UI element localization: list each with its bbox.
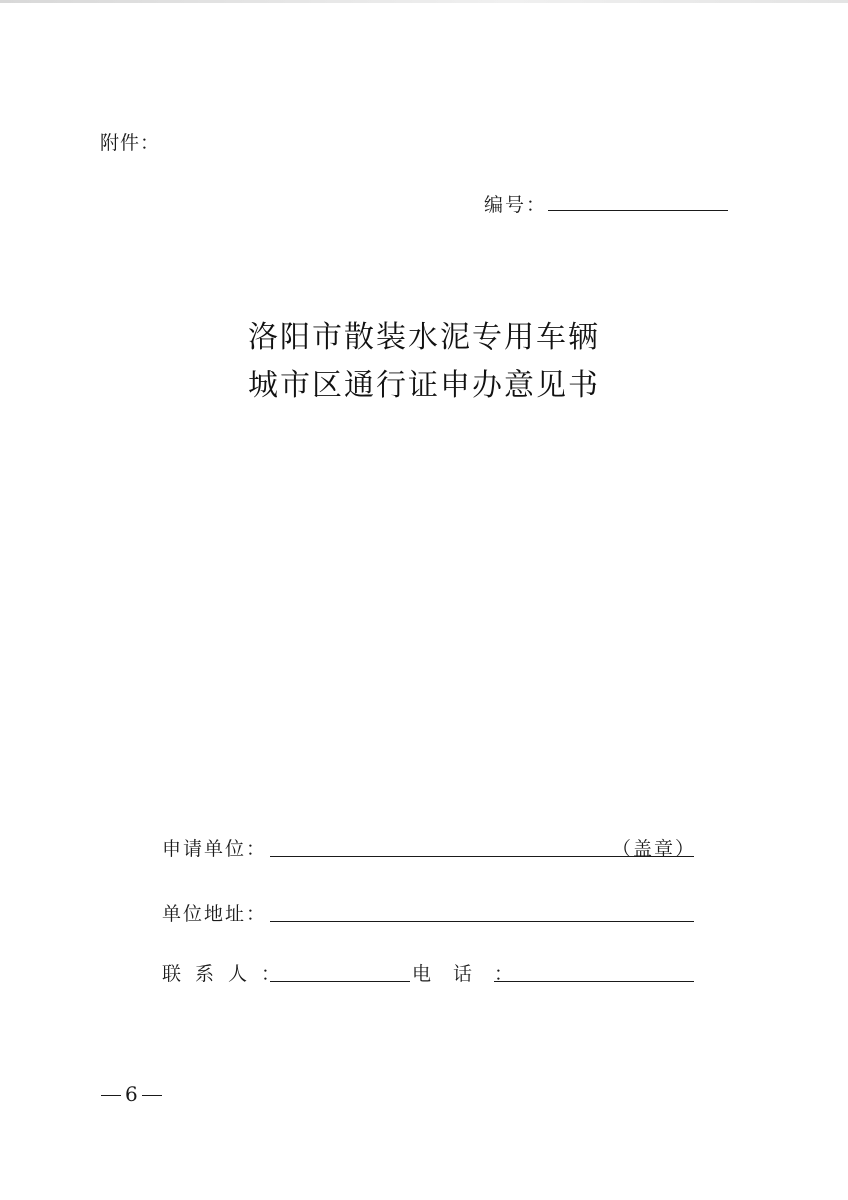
serial-number-label: 编号：: [484, 194, 548, 216]
contact-field[interactable]: [270, 981, 410, 982]
serial-number-field[interactable]: [548, 210, 728, 211]
stamp-note: （盖章）: [612, 838, 697, 860]
phone-field[interactable]: [494, 981, 694, 982]
contact-row: [162, 957, 702, 991]
address-row: [162, 897, 702, 931]
document-title-line-2: 城市区通行证申办意见书: [248, 368, 600, 403]
applicant-label: 申请单位：: [162, 838, 268, 860]
page-number: [97, 1082, 166, 1106]
serial-number-row: [484, 188, 729, 218]
attachment-label: 附件：: [100, 132, 161, 154]
page-number-value: 6: [125, 1082, 138, 1106]
document-title-line-1: 洛阳市散装水泥专用车辆: [248, 320, 600, 355]
address-label: 单位地址：: [162, 903, 268, 925]
contact-label: 联系人：: [162, 963, 295, 985]
page-number-dash-left: [101, 1095, 121, 1096]
phone-label: 电话：: [412, 963, 536, 985]
applicant-row: [162, 832, 702, 866]
page-number-dash-right: [142, 1095, 162, 1096]
address-field[interactable]: [270, 921, 694, 922]
page-top-edge: [0, 0, 848, 3]
